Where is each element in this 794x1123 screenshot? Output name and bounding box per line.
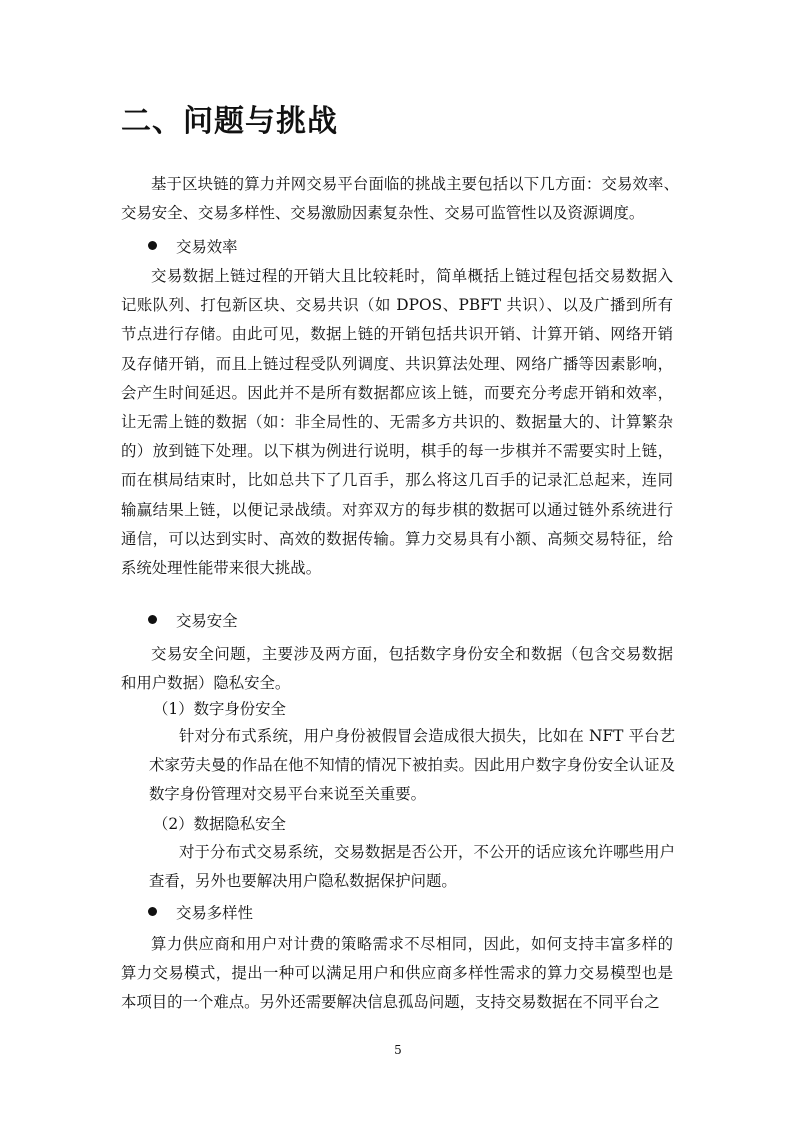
bullet-item-diversity	[148, 902, 253, 924]
subsection-title-identity: （1）数字身份安全	[153, 700, 286, 718]
bullet-dot-icon	[148, 615, 157, 624]
bullet-label: 交易多样性	[176, 904, 253, 922]
bullet-label: 交易效率	[176, 238, 238, 256]
efficiency-paragraph: 交易数据上链过程的开销大且比较耗时，简单概括上链过程包括交易数据入记账队列、打包新区块、交易共识（如 DPOS、PBFT 共识）、以及广播到所有节点进行存储。由此可见，数据上链的开销包括共识开销、计算开销、网络开销及存储开销，而且上链过程受队列调度、共识算法处理、网络广播等因素影响，会产生时间延迟。因此并不是所有数据都应该上链，而要充分考虑开销和效率，让无需上链的数据（如：非全局性的、无需多方共识的、数据量大的、计算繁杂的）放到链下处理。以下棋为例进行说明，棋手的每一步棋并不需要实时上链，而在棋局结束时，比如总共下了几百手，那么将这几百手的记录汇总起来，连同输赢结果上链，以便记录战绩。对弈双方的每步棋的数据可以通过链外系统进行通信，可以达到实时、高效的数据传输。算力交易具有小额、高频交易特征，给系统处理性能带来很大挑战。	[121, 267, 673, 578]
bullet-item-efficiency	[148, 236, 238, 258]
bullet-dot-icon	[148, 907, 157, 916]
security-paragraph: 交易安全问题，主要涉及两方面，包括数字身份安全和数据（包含交易数据和用户数据）隐私安全。	[121, 645, 673, 693]
identity-paragraph: 针对分布式系统，用户身份被假冒会造成很大损失，比如在 NFT 平台艺术家劳夫曼的作品在他不知情的情况下被拍卖。因此用户数字身份安全认证及数字身份管理对交易平台来说至关重要。	[149, 727, 675, 804]
page-number: 5	[394, 1043, 402, 1057]
bullet-dot-icon	[148, 241, 157, 250]
bullet-label: 交易安全	[176, 612, 238, 630]
section-heading: 二、问题与挑战	[121, 104, 338, 139]
diversity-paragraph: 算力供应商和用户对计费的策略需求不尽相同，因此，如何支持丰富多样的算力交易模式，提出一种可以满足用户和供应商多样性需求的算力交易模型也是本项目的一个难点。另外还需要解决信息孤岛问题，支持交易数据在不同平台之	[121, 935, 673, 1012]
bullet-item-security	[148, 610, 238, 632]
subsection-title-privacy: （2）数据隐私安全	[153, 815, 286, 833]
privacy-paragraph: 对于分布式交易系统，交易数据是否公开，不公开的话应该允许哪些用户查看，另外也要解决用户隐私数据保护问题。	[149, 843, 675, 891]
intro-paragraph: 基于区块链的算力并网交易平台面临的挑战主要包括以下几方面：交易效率、交易安全、交易多样性、交易激励因素复杂性、交易可监管性以及资源调度。	[121, 175, 679, 223]
